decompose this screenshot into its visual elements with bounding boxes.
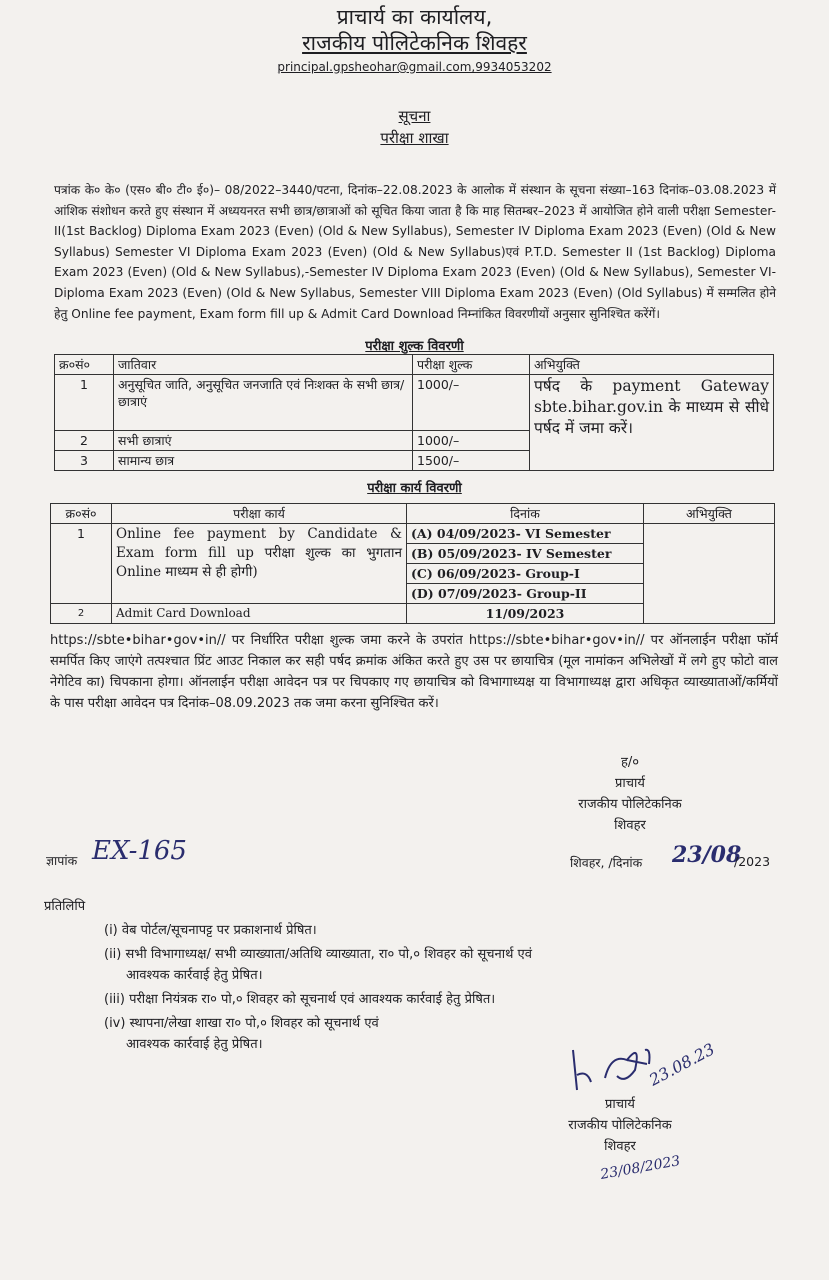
sig2-line: राजकीय पोलिटेकनिक — [568, 1118, 672, 1133]
fee-header-category: जातिवार — [114, 355, 413, 375]
fee-header-sn: क्र०सं० — [55, 355, 114, 375]
memo-number: EX-165 — [92, 836, 187, 866]
work-row2-sn: 2 — [51, 604, 112, 624]
signature-block — [560, 752, 700, 836]
fee-row-fee: 1500/– — [413, 451, 530, 471]
sig-line: प्राचार्य — [615, 776, 645, 791]
copy-item: (iii) परीक्षा नियंत्रक रा० पो,० शिवहर को सूचनार्थ एवं आवश्यक कार्रवाई हेतु प्रेषित। — [104, 992, 496, 1007]
fee-row-category: सामान्य छात्र — [114, 451, 413, 471]
signature-block-2 — [540, 1094, 700, 1157]
signature-date: 23.08.23 — [645, 1039, 718, 1090]
fee-row-sn: 2 — [55, 431, 114, 451]
fee-row-fee: 1000/– — [413, 431, 530, 451]
sig-line: ह/० — [620, 755, 640, 770]
notice-title: सूचना — [398, 107, 431, 125]
sig-line: शिवहर — [614, 818, 646, 833]
initial-date: 23/08/2023 — [599, 1153, 682, 1183]
fee-row-fee: 1000/– — [413, 375, 530, 431]
instructions-paragraph: https://sbte•bihar•gov•in// पर निर्धारित परीक्षा शुल्क जमा करने के उपरांत https://sbte•bihar•gov•in// पर ऑनलाईन परीक्षा फॉर्म समर्पित किए जाएंगे तत्पश्चात प्रिंट आउट निकाल कर सही पर्षद क्रमांक अंकित करते हुए उस पर छायाचित्र (मूल नामांकन अभिलेखों में लगे हुए फोटो वाल नेगेटिव का) चिपकाना होगा। ऑनलाईन परीक्षा आवेदन पत्र पर चिपकाए गए छायाचित्र को विभागाध्यक्ष या विभागाध्यक्ष द्वारा अधिकृत व्याख्याताओं/कर्मियों के पास परीक्षा आवेदन पत्र दिनांक–08.09.2023 तक जमा करना सुनिश्चित करें। — [50, 633, 778, 711]
sig2-line: प्राचार्य — [605, 1097, 635, 1112]
fee-remark: पर्षद के payment Gateway sbte.bihar.gov.in के माध्यम से सीधे पर्षद में जमा करें। — [530, 375, 774, 471]
work-header-date: दिनांक — [407, 504, 644, 524]
work-date-b: (B) 05/09/2023- IV Semester — [407, 544, 644, 564]
work-date-c: (C) 06/09/2023- Group-I — [407, 564, 644, 584]
fee-header-remark: अभियुक्ति — [530, 355, 774, 375]
notice-paragraph: पत्रांक के० के० (एस० बी० टी० ई०)– 08/2022–3440/पटना, दिनांक–22.08.2023 के आलोक में संस्थान के सूचना संख्या–163 दिनांक–03.08.2023 में आंशिक संशोधन करते हुए संस्थान में अध्ययनरत सभी छात्र/छात्राओं को सूचित किया जाता है कि माह सितम्बर–2023 में आयोजित होने वाली परीक्षा Semester-II(1st Backlog) Diploma Exam 2023 (Even) (Old & New Syllabus), Semester IV Diploma Exam 2023 (Even) (Old & New Syllabus) Semester VI Diploma Exam 2023 (Even) (Old & New Syllabus)एवं P.T.D. Semester II (1st Backlog) Diploma Exam 2023 (Even) (Old & New Syllabus),-Semester IV Diploma Exam 2023 (Even) (Old & New Syllabus), Semester VI-Diploma Exam 2023 (Even) (Old & New Syllabus, Semester VIII Diploma Exam 2023 (Even) (Old Syllabus) में सम्मलित होने हेतु Online fee payment, Exam form fill up & Admit Card Download निम्नांकित विवरणीयों अनुसार सुनिश्चित करेंगें। — [54, 183, 776, 321]
work-date-a: (A) 04/09/2023- VI Semester — [407, 524, 644, 544]
work-remark-cell — [644, 524, 775, 624]
fee-header-fee: परीक्षा शुल्क — [413, 355, 530, 375]
copy-item: आवश्यक कार्रवाई हेतु प्रेषित। — [126, 1037, 263, 1052]
sig2-line: शिवहर — [604, 1139, 636, 1154]
office-title: प्राचार्य का कार्यालय, — [336, 5, 493, 29]
memo-year: /2023 — [734, 854, 771, 869]
fee-table-heading: परीक्षा शुल्क विवरणी — [365, 339, 464, 354]
fee-table — [54, 354, 774, 471]
memo-label: ज्ञापांक — [46, 853, 78, 868]
memo-date-handwritten: 23/08 — [672, 842, 742, 868]
copy-item: (iv) स्थापना/लेखा शाखा रा० पो,० शिवहर को सूचनार्थ एवं — [104, 1016, 379, 1031]
copy-item: (ii) सभी विभागाध्यक्ष/ सभी व्याख्याता/अतिथि व्याख्याता, रा० पो,० शिवहर को सूचनार्थ एवं — [104, 947, 532, 962]
fee-row-sn: 3 — [55, 451, 114, 471]
work-header-sn: क्र०सं० — [51, 504, 112, 524]
sig-line: राजकीय पोलिटेकनिक — [578, 797, 682, 812]
work-header-remark: अभियुक्ति — [644, 504, 775, 524]
work-date-d: (D) 07/09/2023- Group-II — [407, 584, 644, 604]
signature-stroke — [573, 1050, 650, 1090]
fee-row-category: अनुसूचित जाति, अनुसूचित जनजाति एवं निःशक्त के सभी छात्र/छात्राएं — [114, 375, 413, 431]
work-header-task: परीक्षा कार्य — [112, 504, 407, 524]
notice-section: परीक्षा शाखा — [380, 129, 449, 147]
copy-item: आवश्यक कार्रवाई हेतु प्रेषित। — [126, 968, 263, 983]
work-table-heading: परीक्षा कार्य विवरणी — [367, 481, 462, 496]
contact-line: principal.gpsheohar@gmail.com,9934053202 — [277, 60, 552, 74]
copy-item: (i) वेब पोर्टल/सूचनापट्ट पर प्रकाशनार्थ प्रेषित। — [104, 923, 317, 938]
work-table — [50, 503, 775, 624]
handwritten-signature — [565, 1020, 735, 1100]
work-row2-date: 11/09/2023 — [407, 604, 644, 624]
institute-name: राजकीय पोलिटेकनिक शिवहर — [302, 31, 527, 55]
fee-row-sn: 1 — [55, 375, 114, 431]
work-row-task: Online fee payment by Candidate & Exam form fill up परीक्षा शुल्क का भुगतान Online माध्यम से ही होगी) — [112, 524, 407, 604]
copy-title: प्रतिलिपि — [44, 899, 86, 914]
work-row-sn: 1 — [51, 524, 112, 604]
work-row2-task: Admit Card Download — [112, 604, 407, 624]
fee-row-category: सभी छात्राएं — [114, 431, 413, 451]
memo-place-date: शिवहर, /दिनांक — [570, 855, 643, 870]
